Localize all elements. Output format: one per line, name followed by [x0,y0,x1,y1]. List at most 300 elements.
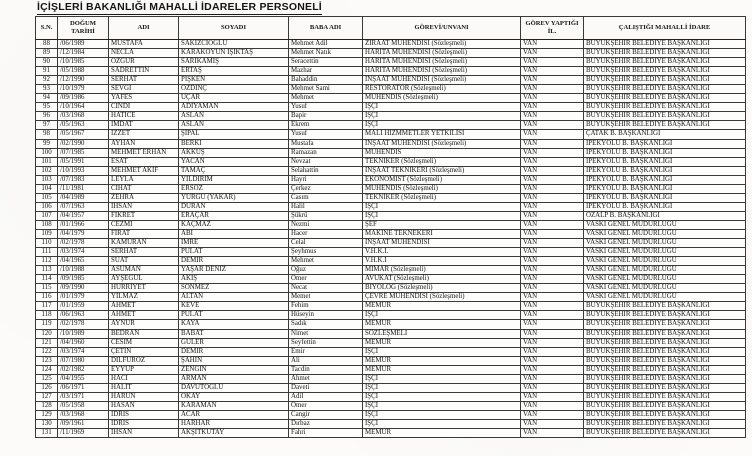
cell-birth-date: /10/1993 [58,166,109,175]
cell-duty-title: MÜHENDİS (Sözleşmeli) [363,94,521,103]
cell-birth-date: /07/1985 [58,148,109,157]
cell-father-name: Ömer [289,275,363,284]
cell-father-name: Ramazan [289,148,363,157]
cell-surname: ARMAN [179,374,289,383]
header-surname: SOYADI [179,17,289,40]
cell-duty-title: BİYOLOG (Sözleşmeli) [363,284,521,293]
cell-birth-date: /09/1961 [58,419,109,428]
cell-local-admin: BÜYÜKŞEHİR BELEDİYE BAŞKANLIĞI [584,347,746,356]
cell-surname: KAYA [179,320,289,329]
cell-first-name: ASUMAN [109,266,179,275]
cell-father-name: Hayri [289,175,363,184]
cell-local-admin: BÜYÜKŞEHİR BELEDİYE BAŞKANLIĞI [584,365,746,374]
cell-local-admin: İPEKYOLU B. BAŞKANLIĞI [584,202,746,211]
cell-local-admin: VASKİ GENEL MÜDÜRLÜĞÜ [584,293,746,302]
table-row [36,302,746,311]
cell-surname: KARAKOYUN IŞIKTAŞ [179,49,289,58]
cell-serial-number: 99 [36,139,58,148]
cell-birth-date: /10/1988 [58,266,109,275]
cell-father-name: Hüseyin [289,311,363,320]
cell-local-admin: BÜYÜKŞEHİR BELEDİYE BAŞKANLIĞI [584,392,746,401]
cell-duty-province: VAN [521,347,584,356]
cell-surname: SARIKAMIŞ [179,58,289,67]
cell-duty-province: VAN [521,139,584,148]
cell-duty-province: VAN [521,67,584,76]
cell-surname: ZENGİN [179,365,289,374]
cell-first-name: İDRİS [109,410,179,419]
cell-surname: İMRE [179,239,289,248]
cell-local-admin: ÖZALP B. BAŞKANLIĞI [584,211,746,220]
cell-duty-title: İŞÇİ [363,112,521,121]
cell-serial-number: 126 [36,383,58,392]
cell-father-name: Emir [289,347,363,356]
cell-duty-province: VAN [521,58,584,67]
cell-duty-title: AVUKAT (Sözleşmeli) [363,275,521,284]
cell-duty-province: VAN [521,410,584,419]
cell-serial-number: 88 [36,40,58,49]
cell-duty-province: VAN [521,311,584,320]
cell-surname: BABAT [179,329,289,338]
cell-duty-province: VAN [521,103,584,112]
cell-duty-title: ŞEF [363,220,521,229]
cell-first-name: FİKRET [109,211,179,220]
cell-birth-date: /01/1966 [58,220,109,229]
cell-father-name: Hacer [289,229,363,238]
cell-duty-title: İŞÇİ [363,121,521,130]
cell-first-name: AYHAN [109,139,179,148]
header-duty-province: GÖREV YAPTIĞI İL. [521,17,584,40]
cell-local-admin: BÜYÜKŞEHİR BELEDİYE BAŞKANLIĞI [584,94,746,103]
cell-father-name: Seyfettin [289,338,363,347]
cell-first-name: CİNDİ [109,103,179,112]
cell-local-admin: BÜYÜKŞEHİR BELEDİYE BAŞKANLIĞI [584,329,746,338]
cell-surname: ERTAŞ [179,67,289,76]
cell-serial-number: 101 [36,157,58,166]
cell-father-name: Daveti [289,383,363,392]
cell-duty-province: VAN [521,275,584,284]
cell-surname: YACAN [179,157,289,166]
cell-serial-number: 106 [36,202,58,211]
cell-duty-province: VAN [521,202,584,211]
cell-duty-province: VAN [521,401,584,410]
cell-local-admin: BÜYÜKŞEHİR BELEDİYE BAŞKANLIĞI [584,429,746,438]
cell-duty-province: VAN [521,257,584,266]
cell-local-admin: İPEKYOLU B. BAŞKANLIĞI [584,166,746,175]
cell-first-name: AHMET [109,302,179,311]
cell-father-name: Ahmet [289,374,363,383]
cell-local-admin: BÜYÜKŞEHİR BELEDİYE BAŞKANLIĞI [584,103,746,112]
cell-birth-date: /12/1984 [58,49,109,58]
cell-local-admin: VASKİ GENEL MÜDÜRLÜĞÜ [584,239,746,248]
table-row [36,401,746,410]
cell-surname: PİŞKEN [179,76,289,85]
cell-first-name: ESAT [109,157,179,166]
cell-local-admin: İPEKYOLU B. BAŞKANLIĞI [584,139,746,148]
cell-first-name: AYNUR [109,320,179,329]
cell-surname: UÇAR [179,94,289,103]
cell-duty-province: VAN [521,85,584,94]
cell-father-name: Memet [289,293,363,302]
table-row [36,392,746,401]
cell-duty-title: İŞÇİ [363,392,521,401]
table-row [36,211,746,220]
cell-duty-title: İNŞAAT MÜHENDİSİ [363,239,521,248]
cell-local-admin: ÇATAK B. BAŞKANLIĞI [584,130,746,139]
cell-birth-date: /03/1974 [58,248,109,257]
cell-serial-number: 123 [36,356,58,365]
cell-duty-province: VAN [521,148,584,157]
cell-serial-number: 90 [36,58,58,67]
cell-father-name: Mustafa [289,139,363,148]
cell-birth-date: /03/1968 [58,112,109,121]
cell-father-name: Ekrem [289,121,363,130]
cell-duty-province: VAN [521,94,584,103]
cell-duty-title: SÖZLEŞMELİ [363,329,521,338]
cell-first-name: CİHAT [109,184,179,193]
cell-surname: ERAÇAR [179,211,289,220]
table-row [36,40,746,49]
cell-birth-date: /07/1963 [58,202,109,211]
table-row [36,148,746,157]
cell-first-name: CESİM [109,338,179,347]
cell-surname: ABİ [179,229,289,238]
cell-birth-date: /06/1989 [58,40,109,49]
cell-father-name: Mehmet Adil [289,40,363,49]
cell-first-name: MEHMET ERHAN [109,148,179,157]
cell-duty-title: MEMUR [363,356,521,365]
table-row [36,121,746,130]
cell-surname: ERSÖZ [179,184,289,193]
cell-serial-number: 105 [36,193,58,202]
table-row [36,320,746,329]
cell-duty-title: ZİRAAT MÜHENDİSİ (Sözleşmeli) [363,40,521,49]
table-row [36,419,746,428]
table-row [36,58,746,67]
cell-serial-number: 109 [36,229,58,238]
cell-birth-date: /02/1990 [58,139,109,148]
cell-first-name: DİLFUROZ [109,356,179,365]
cell-birth-date: /09/1986 [58,94,109,103]
cell-surname: HARHAR [179,419,289,428]
cell-serial-number: 103 [36,175,58,184]
cell-surname: ACAR [179,410,289,419]
table-row [36,383,746,392]
cell-surname: KAÇMAZ [179,220,289,229]
cell-serial-number: 128 [36,401,58,410]
cell-local-admin: İPEKYOLU B. BAŞKANLIĞI [584,184,746,193]
cell-duty-title: HARİTA MÜHENDİSİ (Sözleşmeli) [363,67,521,76]
cell-duty-title: İŞÇİ [363,419,521,428]
cell-duty-province: VAN [521,365,584,374]
cell-serial-number: 131 [36,429,58,438]
cell-birth-date: /10/1964 [58,103,109,112]
cell-serial-number: 124 [36,365,58,374]
cell-father-name: Mazhar [289,67,363,76]
cell-father-name: Mehmet Natık [289,49,363,58]
cell-father-name: Yusuf [289,103,363,112]
cell-surname: AKŞİTKÜTAY [179,429,289,438]
cell-duty-title: İŞÇİ [363,374,521,383]
cell-duty-province: VAN [521,166,584,175]
cell-birth-date: /07/1980 [58,356,109,365]
cell-first-name: ÇETİN [109,347,179,356]
cell-local-admin: BÜYÜKŞEHİR BELEDİYE BAŞKANLIĞI [584,410,746,419]
cell-first-name: HACI [109,374,179,383]
table-row [36,175,746,184]
cell-father-name: Mehmet [289,94,363,103]
header-father-name: BABA ADI [289,17,363,40]
header-birth-date: DOĞUM TARİHİ [58,17,109,40]
cell-serial-number: 95 [36,103,58,112]
cell-duty-title: HARİTA MÜHENDİSİ (Sözleşmeli) [363,58,521,67]
cell-duty-title: HARİTA MÜHENDİSİ (Sözleşmeli) [363,49,521,58]
cell-surname: ŞİPAL [179,130,289,139]
cell-first-name: YILMAZ [109,293,179,302]
cell-local-admin: BÜYÜKŞEHİR BELEDİYE BAŞKANLIĞI [584,76,746,85]
cell-first-name: HATİCE [109,112,179,121]
cell-duty-title: İŞÇİ [363,211,521,220]
cell-local-admin: İPEKYOLU B. BAŞKANLIĞI [584,193,746,202]
cell-surname: PULAT [179,311,289,320]
table-row [36,329,746,338]
cell-duty-title: V.H.K.İ [363,257,521,266]
cell-first-name: AHMET [109,311,179,320]
cell-duty-title: MİMAR (Sözleşmeli) [363,266,521,275]
cell-first-name: İHSAN [109,429,179,438]
cell-local-admin: BÜYÜKŞEHİR BELEDİYE BAŞKANLIĞI [584,401,746,410]
cell-surname: DAVUTOĞLU [179,383,289,392]
cell-duty-title: MEMUR [363,365,521,374]
cell-local-admin: BÜYÜKŞEHİR BELEDİYE BAŞKANLIĞI [584,311,746,320]
cell-serial-number: 116 [36,293,58,302]
table-row [36,220,746,229]
cell-birth-date: /10/1985 [58,58,109,67]
cell-first-name: LEYLA [109,175,179,184]
cell-local-admin: BÜYÜKŞEHİR BELEDİYE BAŞKANLIĞI [584,85,746,94]
cell-local-admin: BÜYÜKŞEHİR BELEDİYE BAŞKANLIĞI [584,40,746,49]
cell-duty-province: VAN [521,419,584,428]
cell-duty-title: İŞÇİ [363,311,521,320]
cell-birth-date: /07/1983 [58,175,109,184]
cell-duty-province: VAN [521,76,584,85]
table-row [36,202,746,211]
cell-birth-date: /03/1974 [58,347,109,356]
cell-birth-date: /12/1990 [58,76,109,85]
cell-serial-number: 115 [36,284,58,293]
header-duty-title: GÖREVİ/UNVANI [363,17,521,40]
cell-first-name: MEHMET AKİF [109,166,179,175]
cell-surname: SAKİZCİOĞLU [179,40,289,49]
cell-birth-date: /05/1988 [58,67,109,76]
table-row [36,67,746,76]
cell-local-admin: İPEKYOLU B. BAŞKANLIĞI [584,148,746,157]
cell-duty-title: MEMUR [363,338,521,347]
cell-surname: DEMİR [179,347,289,356]
cell-birth-date: /01/1979 [58,293,109,302]
cell-first-name: İDRİS [109,419,179,428]
cell-duty-province: VAN [521,184,584,193]
table-row [36,429,746,438]
cell-duty-province: VAN [521,40,584,49]
cell-serial-number: 121 [36,338,58,347]
cell-surname: ÖZDİNÇ [179,85,289,94]
cell-duty-title: TEKNİKER (Sözleşmeli) [363,157,521,166]
table-row [36,157,746,166]
cell-surname: OKAY [179,392,289,401]
cell-first-name: İMDAT [109,121,179,130]
cell-duty-province: VAN [521,248,584,257]
table-row [36,229,746,238]
cell-serial-number: 118 [36,311,58,320]
personnel-table [35,16,746,438]
cell-surname: YILDIRIM [179,175,289,184]
cell-surname: GÜLER [179,338,289,347]
cell-surname: KEVE [179,302,289,311]
cell-serial-number: 111 [36,248,58,257]
cell-first-name: YAFES [109,94,179,103]
cell-serial-number: 98 [36,130,58,139]
cell-father-name: Fehim [289,302,363,311]
cell-serial-number: 119 [36,320,58,329]
cell-serial-number: 94 [36,94,58,103]
cell-duty-province: VAN [521,374,584,383]
cell-serial-number: 120 [36,329,58,338]
cell-duty-title: MALİ HİZMMETLER YETKİLİSİ [363,130,521,139]
table-row [36,139,746,148]
table-row [36,49,746,58]
cell-first-name: İHSAN [109,202,179,211]
cell-duty-title: İŞÇİ [363,383,521,392]
cell-serial-number: 89 [36,49,58,58]
cell-local-admin: BÜYÜKŞEHİR BELEDİYE BAŞKANLIĞI [584,121,746,130]
cell-serial-number: 112 [36,257,58,266]
table-row [36,239,746,248]
cell-duty-province: VAN [521,130,584,139]
cell-surname: ADIYAMAN [179,103,289,112]
cell-local-admin: VASKİ GENEL MÜDÜRLÜĞÜ [584,248,746,257]
cell-serial-number: 91 [36,67,58,76]
cell-father-name: Şükrü [289,211,363,220]
table-row [36,356,746,365]
cell-father-name: Bapir [289,112,363,121]
table-body [36,40,746,438]
cell-duty-province: VAN [521,193,584,202]
cell-duty-province: VAN [521,356,584,365]
cell-father-name: Fahri [289,429,363,438]
cell-duty-province: VAN [521,266,584,275]
cell-duty-province: VAN [521,175,584,184]
cell-birth-date: /11/1969 [58,429,109,438]
cell-first-name: HARUN [109,392,179,401]
cell-first-name: MUSTAFA [109,40,179,49]
cell-local-admin: BÜYÜKŞEHİR BELEDİYE BAŞKANLIĞI [584,356,746,365]
cell-first-name: HÜRRİYET [109,284,179,293]
cell-birth-date: /04/1960 [58,338,109,347]
cell-local-admin: BÜYÜKŞEHİR BELEDİYE BAŞKANLIĞI [584,383,746,392]
cell-duty-title: İŞÇİ [363,103,521,112]
cell-duty-province: VAN [521,121,584,130]
cell-birth-date: /04/1989 [58,193,109,202]
cell-first-name: İZZET [109,130,179,139]
cell-surname: DEMİR [179,257,289,266]
cell-father-name: Celal [289,239,363,248]
cell-serial-number: 130 [36,419,58,428]
cell-serial-number: 113 [36,266,58,275]
cell-local-admin: VASKİ GENEL MÜDÜRLÜĞÜ [584,220,746,229]
cell-duty-title: İŞÇİ [363,401,521,410]
cell-duty-title: MÜHENDİS (Sözleşmeli) [363,184,521,193]
cell-duty-title: V.H.K.İ. [363,248,521,257]
cell-duty-title: EKONOMİST (Sözleşmeli) [363,175,521,184]
cell-father-name: Yusuf [289,130,363,139]
cell-duty-title: TEKNİKER (Sözleşmeli) [363,193,521,202]
cell-duty-province: VAN [521,320,584,329]
cell-birth-date: /05/1963 [58,121,109,130]
table-row [36,293,746,302]
cell-serial-number: 102 [36,166,58,175]
table-header-row [36,17,746,40]
cell-father-name: Mehmet Sami [289,85,363,94]
cell-local-admin: İPEKYOLU B. BAŞKANLIĞI [584,175,746,184]
cell-serial-number: 125 [36,374,58,383]
cell-duty-province: VAN [521,392,584,401]
table-row [36,275,746,284]
cell-duty-title: İŞÇİ [363,410,521,419]
table-row [36,284,746,293]
table-row [36,76,746,85]
cell-first-name: NECLA [109,49,179,58]
page-title: İÇİŞLERİ BAKANLIĞI MAHALLİ İDARELER PERSONELİ [37,1,322,13]
cell-duty-title: İNŞAAT MÜHENDİSİ (Sözleşmeli) [363,76,521,85]
cell-duty-province: VAN [521,220,584,229]
cell-birth-date: /09/1990 [58,284,109,293]
cell-birth-date: /02/1978 [58,239,109,248]
cell-first-name: SERHAT [109,76,179,85]
cell-surname: ASLAN [179,121,289,130]
cell-birth-date: /01/1959 [58,302,109,311]
header-first-name: ADI [109,17,179,40]
cell-birth-date: /03/1968 [58,410,109,419]
cell-duty-title: ÇEVRE MÜHENDİSİ (Sözleşmeli) [363,293,521,302]
table-row [36,130,746,139]
cell-duty-province: VAN [521,211,584,220]
cell-birth-date: /05/1991 [58,157,109,166]
cell-local-admin: VASKİ GENEL MÜDÜRLÜĞÜ [584,229,746,238]
cell-serial-number: 129 [36,410,58,419]
cell-birth-date: /11/1981 [58,184,109,193]
cell-local-admin: BÜYÜKŞEHİR BELEDİYE BAŞKANLIĞI [584,67,746,76]
cell-serial-number: 108 [36,220,58,229]
cell-first-name: BEDRAN [109,329,179,338]
cell-birth-date: /04/1957 [58,211,109,220]
cell-father-name: Adil [289,392,363,401]
cell-local-admin: VASKİ GENEL MÜDÜRLÜĞÜ [584,257,746,266]
cell-local-admin: VASKİ GENEL MÜDÜRLÜĞÜ [584,266,746,275]
cell-father-name: Necat [289,284,363,293]
cell-first-name: FIRAT [109,229,179,238]
cell-serial-number: 93 [36,85,58,94]
table-row [36,374,746,383]
cell-father-name: Dırbaz [289,419,363,428]
header-serial-number: S.N. [36,17,58,40]
cell-local-admin: VASKİ GENEL MÜDÜRLÜĞÜ [584,284,746,293]
cell-duty-title: İNŞAAT TEKNİKERİ (Sözleşmeli) [363,166,521,175]
cell-local-admin: BÜYÜKŞEHİR BELEDİYE BAŞKANLIĞI [584,58,746,67]
cell-local-admin: VASKİ GENEL MÜDÜRLÜĞÜ [584,275,746,284]
table-row [36,311,746,320]
cell-duty-province: VAN [521,239,584,248]
cell-serial-number: 96 [36,112,58,121]
